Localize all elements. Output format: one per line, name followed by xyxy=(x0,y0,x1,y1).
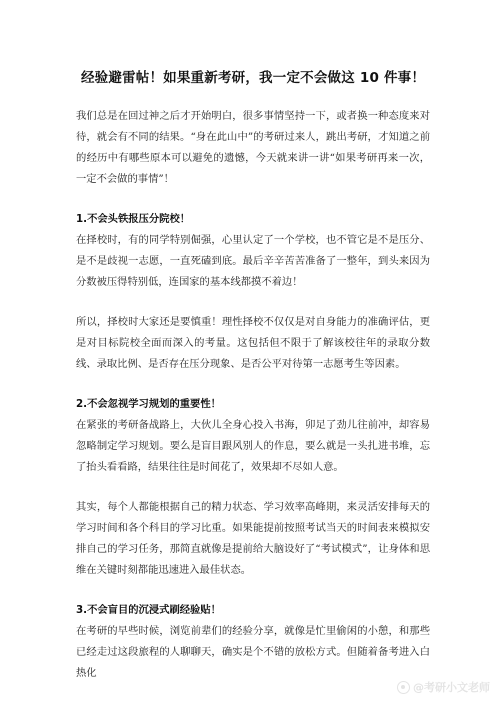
section-1-paragraph-1: 在择校时，有的同学特别倔强，心里认定了一个学校，也不管它是不是压分、是不是歧视一志愿，一直死磕到底。最后辛辛苦苦准备了一整年，到头来因为分数被压得特别低，连国家的基本线都摸不着边！ xyxy=(76,234,430,288)
section-heading-2: 2.不会忽视学习规划的重要性！ xyxy=(76,398,221,410)
section-2-paragraph-1: 在紧张的考研备战路上，大伙儿全身心投入书海，卯足了劲儿往前冲，却容易忽略制定学习规划。要么是盲目跟风别人的作息，要么就是一头扎进书堆，忘了抬头看看路，结果往往是时间花了，效果却不尽如人意。 xyxy=(76,419,430,473)
watermark-text: @考研小文老师 xyxy=(413,681,490,694)
section-3-paragraph-1: 在考研的早些时候，浏览前辈们的经验分享，就像是忙里偷闲的小憩，和那些已经走过这段旅程的人聊聊天，确实是个不错的放松方式。但随着备考进入白热化 xyxy=(76,625,430,679)
section-heading-1: 1.不会头铁报压分院校！ xyxy=(76,213,191,225)
watermark xyxy=(397,679,490,695)
spacer xyxy=(76,293,430,312)
article-title: 经验避雷帖！如果重新考研，我一定不会做这 10 件事！ xyxy=(80,70,426,86)
section-heading-3: 3.不会盲目的沉浸式刷经验贴！ xyxy=(76,604,221,616)
intro-paragraph: 我们总是在回过神之后才开始明白，很多事情坚持一下，或者换一种态度来对待，就会有不同的结果。“身在此山中”的考研过来人，跳出考研，才知道之前的经历中有哪些原本可以避免的遗憾，今天就来讲一讲“如果考研再来一次，一定不会做的事情”！ xyxy=(76,110,430,185)
spacer xyxy=(76,190,430,209)
spacer xyxy=(76,478,430,497)
section-1-paragraph-2: 所以，择校时大家还是要慎重！理性择校不仅仅是对自身能力的准确评估，更是对目标院校全面而深入的考量。这包括但不限于了解该校往年的录取分数线、录取比例、是否存在压分现象、是否公平对待第一志愿考生等因素。 xyxy=(76,316,430,370)
watermark-logo-icon xyxy=(397,681,410,694)
section-2-paragraph-2: 其实，每个人都能根据自己的精力状态、学习效率高峰期，来灵活安排每天的学习时间和各个科目的学习比重。如果能提前按照考试当天的时间表来模拟安排自己的学习任务，那简直就像是提前给大脑设好了“考试模式”，让身体和思维在关键时刻都能迅速进入最佳状态。 xyxy=(76,501,430,576)
spacer xyxy=(76,581,430,600)
spacer xyxy=(76,375,430,394)
